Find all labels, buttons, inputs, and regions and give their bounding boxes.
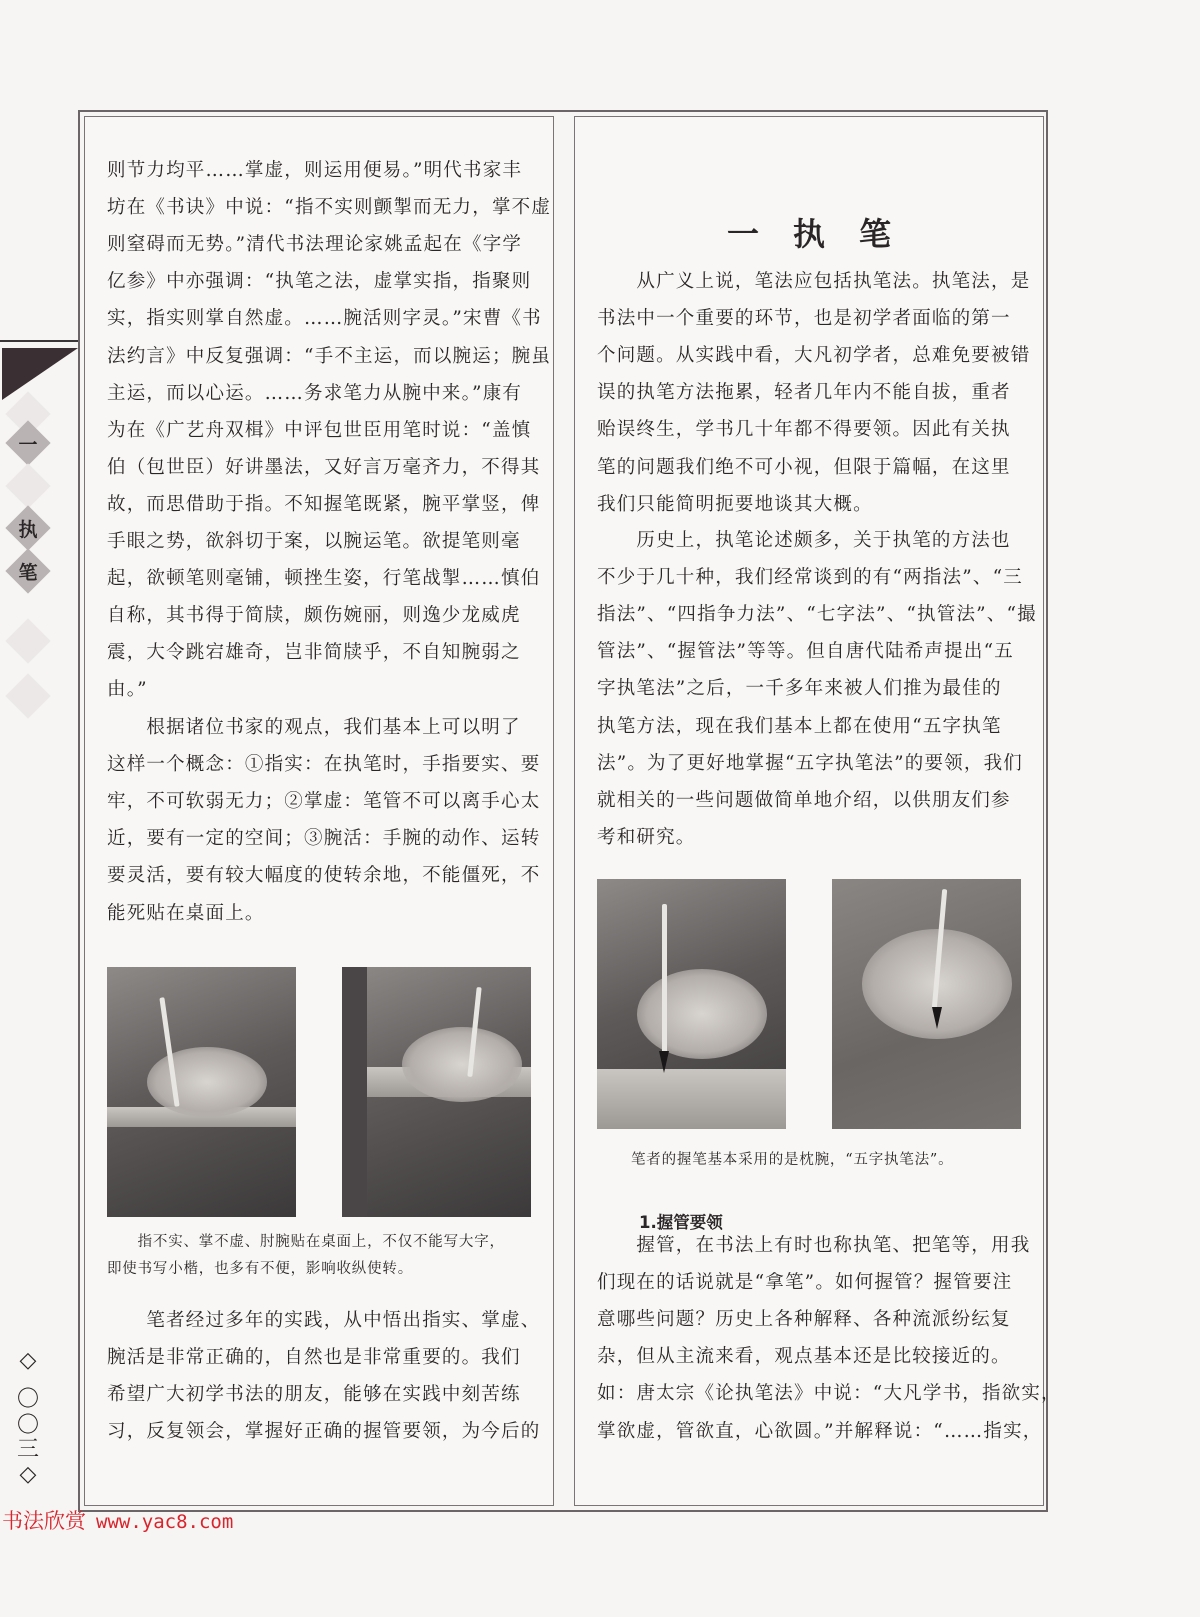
photo-caption: 即使书写小楷，也多有不便，影响收纵使转。 bbox=[107, 1261, 413, 1277]
page-number-digit: 〇 bbox=[16, 1413, 39, 1438]
text-line: 腕活是非常正确的，自然也是非常重要的。我们 bbox=[107, 1347, 521, 1369]
page-number-ornament: ◇ bbox=[19, 1462, 37, 1487]
text-line: 则窒碍而无势。”清代书法理论家姚孟起在《字学 bbox=[107, 234, 523, 256]
text-line: 如：唐太宗《论执笔法》中说：“大凡学书，指欲实， bbox=[597, 1383, 1061, 1405]
photo-caption: 笔者的握笔基本采用的是枕腕，“五字执笔法”。 bbox=[631, 1152, 954, 1168]
page-number-digit: 〇 bbox=[16, 1387, 39, 1412]
text-line: 震，大令跳宕雄奇，岂非简牍乎，不自知腕弱之 bbox=[107, 642, 521, 664]
right-column bbox=[574, 116, 1061, 1506]
text-line: 握管，在书法上有时也称执笔、把笔等，用我 bbox=[597, 1235, 1031, 1256]
text-line: 意哪些问题？历史上各种解释、各种流派纷纭复 bbox=[597, 1309, 1011, 1331]
left-column bbox=[84, 116, 554, 1506]
page-number-digit: 三 bbox=[16, 1437, 39, 1462]
diamond-ornament bbox=[5, 673, 50, 718]
watermark-url[interactable]: www.yac8.com bbox=[96, 1511, 234, 1533]
text-line: 历史上，执笔论述颇多，关于执笔的方法也 bbox=[597, 530, 1011, 551]
text-line: 实，指实则掌自然虚。……腕活则字灵。”宋曹《书 bbox=[107, 308, 542, 330]
text-line: 希望广大初学书法的朋友，能够在实践中刻苦练 bbox=[107, 1384, 521, 1406]
text-line: 贻误终生，学书几十年都不得要领。因此有关执 bbox=[597, 419, 1011, 441]
text-line: 习，反复领会，掌握好正确的握管要领，为今后的 bbox=[107, 1421, 541, 1443]
text-line: 法”。为了更好地掌握“五字执笔法”的要领，我们 bbox=[597, 752, 1023, 774]
text-line: 执笔方法，现在我们基本上都在使用“五字执笔 bbox=[597, 715, 1002, 737]
photo-wrong-grip-2 bbox=[342, 967, 531, 1217]
text-line: 这样一个概念：①指实：在执笔时，手指要实、要 bbox=[107, 754, 541, 776]
text-line: 字执笔法”之后，一千多年来被人们推为最佳的 bbox=[597, 678, 1002, 700]
text-line: 主运，而以心运。……务求笔力从腕中来。”康有 bbox=[107, 382, 523, 404]
text-line: 则节力均平……掌虚，则运用便易。”明代书家丰 bbox=[107, 160, 523, 181]
text-line: 起，欲顿笔则毫铺，顿挫生姿，行笔战掣……慎伯 bbox=[107, 568, 541, 590]
text-line: 笔的问题我们绝不可小视，但限于篇幅，在这里 bbox=[597, 456, 1011, 478]
photo-five-character-grip-2 bbox=[832, 879, 1021, 1129]
photo-five-character-grip-1 bbox=[597, 879, 786, 1129]
text-line: 能死贴在桌面上。 bbox=[107, 902, 265, 924]
text-line: 由。” bbox=[107, 679, 148, 701]
photo-caption: 指不实、掌不虚、肘腕贴在桌面上，不仅不能写大字， bbox=[107, 1234, 505, 1250]
text-line: 管法”、“握管法”等等。但自唐代陆希声提出“五 bbox=[597, 641, 1014, 663]
side-tab-rule bbox=[0, 340, 78, 342]
side-tab-chapter-char: 笔 bbox=[18, 562, 38, 584]
photo-wrong-grip-1 bbox=[107, 967, 296, 1217]
text-line: 考和研究。 bbox=[597, 826, 696, 848]
text-line: 手眼之势，欲斜切于案，以腕运笔。欲提笔则毫 bbox=[107, 531, 521, 552]
side-tab-triangle bbox=[2, 348, 78, 400]
text-line: 掌欲虚，管欲直，心欲圆。”并解释说：“……指实， bbox=[597, 1420, 1043, 1442]
text-line: 从广义上说，笔法应包括执笔法。执笔法，是 bbox=[597, 271, 1031, 292]
text-line: 坊在《书诀》中说：“指不实则颤掣而无力，掌不虚 bbox=[107, 197, 552, 219]
text-line: 误的执笔方法拖累，轻者几年内不能自拔，重者 bbox=[597, 382, 1011, 404]
text-line: 亿参》中亦强调：“执笔之法，虚掌实指，指聚则 bbox=[107, 271, 532, 293]
text-line: 要灵活，要有较大幅度的使转余地，不能僵死，不 bbox=[107, 865, 541, 887]
text-line: 法约言》中反复强调：“手不主运，而以腕运；腕虽 bbox=[107, 345, 552, 367]
diamond-ornament bbox=[5, 618, 50, 663]
text-line: 个问题。从实践中看，大凡初学者，总难免要被错 bbox=[597, 345, 1031, 367]
diamond-ornament bbox=[5, 463, 50, 508]
text-line: 牢，不可软弱无力；②掌虚：笔管不可以离手心太 bbox=[107, 791, 541, 813]
text-line: 不少于几十种，我们经常谈到的有“两指法”、“三 bbox=[597, 567, 1023, 589]
text-line: 根据诸位书家的观点，我们基本上可以明了 bbox=[107, 717, 521, 738]
text-line: 故，而思借助于指。不知握笔既紧，腕平掌竖，俾 bbox=[107, 493, 541, 515]
chapter-title: 一执笔 bbox=[726, 215, 925, 253]
text-line: 伯（包世臣）好讲墨法，又好言万毫齐力，不得其 bbox=[107, 456, 541, 478]
text-line: 杂，但从主流来看，观点基本还是比较接近的。 bbox=[597, 1346, 1011, 1368]
text-line: 我们只能简明扼要地谈其大概。 bbox=[597, 493, 873, 515]
text-line: 近，要有一定的空间；③腕活：手腕的动作、运转 bbox=[107, 828, 541, 850]
side-tab-chapter-char: 执 bbox=[18, 519, 38, 541]
watermark-text: 书法欣赏 bbox=[2, 1509, 86, 1533]
text-line: 就相关的一些问题做简单地介绍，以供朋友们参 bbox=[597, 789, 1011, 811]
text-line: 为在《广艺舟双楫》中评包世臣用笔时说：“盖慎 bbox=[107, 419, 532, 441]
section-heading: 1.握管要领 bbox=[639, 1213, 723, 1232]
watermark bbox=[2, 1505, 233, 1535]
page-number-ornament: ◇ bbox=[19, 1348, 37, 1373]
text-line: 自称，其书得于简牍，颇伤婉丽，则逸少龙威虎 bbox=[107, 605, 521, 627]
text-line: 书法中一个重要的环节，也是初学者面临的第一 bbox=[597, 308, 1011, 330]
text-line: 们现在的话说就是“拿笔”。如何握管？握管要注 bbox=[597, 1272, 1013, 1294]
text-line: 笔者经过多年的实践，从中悟出指实、掌虚、 bbox=[107, 1310, 541, 1331]
text-line: 指法”、“四指争力法”、“七字法”、“执管法”、“撮 bbox=[597, 604, 1037, 626]
side-tab-chapter-number: 一 bbox=[18, 434, 38, 456]
